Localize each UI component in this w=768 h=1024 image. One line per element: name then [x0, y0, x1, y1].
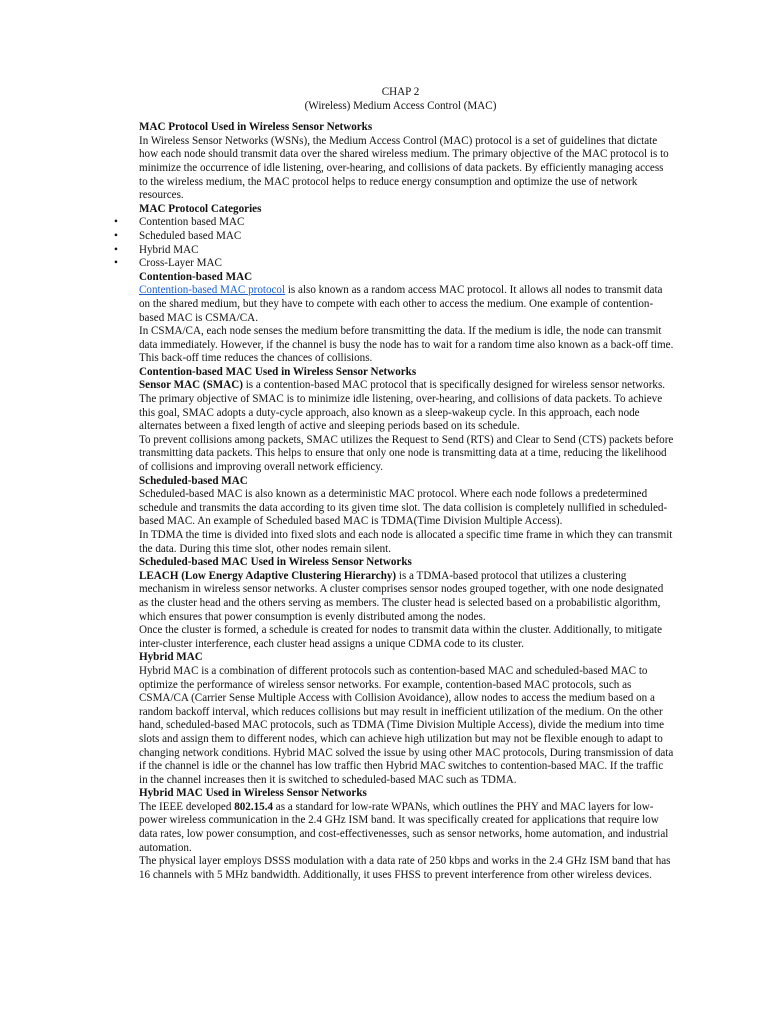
section-heading-hybrid: Hybrid MAC: [139, 651, 203, 664]
paragraph: The physical layer employs DSSS modulation with a data rate of 250 kbps and works in the 2.4 GHz ISM band that has 16 channels with 5 MHz bandwidth. Additionally, it uses FHSS to prevent interference from other wireless devices.: [139, 855, 671, 881]
bullet-icon: •: [114, 243, 118, 256]
spacer: [139, 113, 674, 121]
paragraph: Hybrid MAC is a combination of different protocols such as contention-based MAC and scheduled-based MAC to optimize the performance of wireless sensor networks. For example, contention-based MAC protocols, such as CSMA/CA (Carrier Sense Multiple Access with Collision Avoidance), allow nodes to access the medium based on a random backoff interval, which reduces collisions but may result in inefficient utilization of the medium. On the other hand, scheduled-based MAC protocols, such as TDMA (Time Division Multiple Access), divide the medium into time slots and assign them to different nodes, which can achieve high utilization but may not be flexible enough to adapt to changing network conditions. Hybrid MAC solved the issue by using other MAC protocols, During transmission of data if the channel is idle or the channel has low traffic then Hybrid MAC switches to contention-based MAC. If the traffic in the channel increases then it is switched to scheduled-based MAC such as TDMA.: [139, 664, 674, 786]
section-heading-scheduled: Scheduled-based MAC: [139, 474, 248, 487]
paragraph: In TDMA the time is divided into fixed slots and each node is allocated a specific time frame in which they can transmit the data. During this time slot, other nodes remain silent.: [139, 529, 673, 555]
list-item: • Cross-Layer MAC: [114, 257, 222, 270]
section-heading-scheduled-wsn: Scheduled-based MAC Used in Wireless Sensor Networks: [139, 556, 412, 569]
paragraph: Contention-based MAC protocol is also known as a random access MAC protocol. It allows all nodes to transmit data on the shared medium, but they have to compete with each other to access the medium. One example of contention-based MAC is CSMA/CA.: [139, 284, 663, 324]
paragraph: Once the cluster is formed, a schedule is created for nodes to transmit data within the cluster. Additionally, to mitigate inter-cluster interference, each cluster head assigns a unique CDMA code to its cluster.: [139, 624, 663, 650]
category-list: [114, 216, 674, 270]
section-heading-categories: MAC Protocol Categories: [139, 202, 262, 215]
bullet-icon: •: [114, 216, 118, 229]
paragraph: Scheduled-based MAC is also known as a deterministic MAC protocol. Where each node follows a predetermined schedule and transmits the data according to its given time slot. The data collision is completely nullified in scheduled-based MAC. An example of Scheduled based MAC is TDMA(Time Division Multiple Access).: [139, 488, 668, 528]
chapter-title: CHAP 2: [381, 86, 420, 98]
bullet-icon: •: [114, 229, 118, 242]
paragraph: LEACH (Low Energy Adaptive Clustering Hierarchy) is a TDMA-based protocol that utilizes a clustering mechanism in wireless sensor networks. A cluster comprises sensor nodes grouped together, with one node designated as the cluster head and the others serving as members. The cluster head is selected based on a probabilistic algorithm, which ensures that power consumption is evenly distributed among the nodes.: [139, 569, 664, 623]
document-page: [114, 86, 674, 882]
paragraph: In Wireless Sensor Networks (WSNs), the Medium Access Control (MAC) protocol is a set of guidelines that dictate how each node should transmit data over the shared wireless medium. The primary objective of the MAC protocol is to minimize the occurrence of idle listening, over-hearing, and collisions of data packets. By efficiently managing access to the wireless medium, the MAC protocol helps to reduce energy consumption and optimize the use of network resources.: [139, 134, 669, 202]
paragraph: The IEEE developed 802.15.4 as a standard for low-rate WPANs, which outlines the PHY and MAC layers for low-power wireless communication in the 2.4 GHz ISM band. It was specifically created for applications that require low data rates, low power consumption, and cost-effectivenesses, such as sensor networks, home automation, and industrial automation.: [139, 800, 669, 854]
list-item: • Contention based MAC: [114, 216, 245, 229]
section-heading-contention: Contention-based MAC: [139, 270, 253, 283]
list-item: • Scheduled based MAC: [114, 229, 242, 242]
paragraph: In CSMA/CA, each node senses the medium before transmitting the data. If the medium is idle, the node can transmit data immediately. However, if the channel is busy the node has to wait for a random time also known as a back-off time. This back-off time reduces the chances of collisions.: [139, 325, 674, 365]
bullet-icon: •: [114, 257, 118, 270]
paragraph: To prevent collisions among packets, SMAC utilizes the Request to Send (RTS) and Clear to Send (CTS) packets before transmitting data packets. This helps to ensure that only one node is transmitting data at a time, reducing the likelihood of collisions and improving overall network efficiency.: [139, 433, 674, 474]
contention-mac-link[interactable]: Contention-based MAC protocol: [139, 284, 286, 297]
list-item: • Hybrid MAC: [114, 243, 199, 256]
section-heading-mac-wsn: MAC Protocol Used in Wireless Sensor Networks: [139, 121, 373, 134]
section-heading-contention-wsn: Contention-based MAC Used in Wireless Sensor Networks: [139, 365, 417, 378]
section-heading-hybrid-wsn: Hybrid MAC Used in Wireless Sensor Networks: [139, 787, 367, 800]
paragraph: Sensor MAC (SMAC) is a contention-based MAC protocol that is specifically designed for wireless sensor networks. The primary objective of SMAC is to minimize idle listening, over-hearing, and collisions of data packets. To achieve this goal, SMAC adopts a duty-cycle approach, also known as a sleep-wakeup cycle. In this approach, each node alternates between a fixed length of active and sleeping periods based on its schedule.: [139, 379, 666, 433]
chapter-subtitle: (Wireless) Medium Access Control (MAC): [304, 99, 497, 112]
